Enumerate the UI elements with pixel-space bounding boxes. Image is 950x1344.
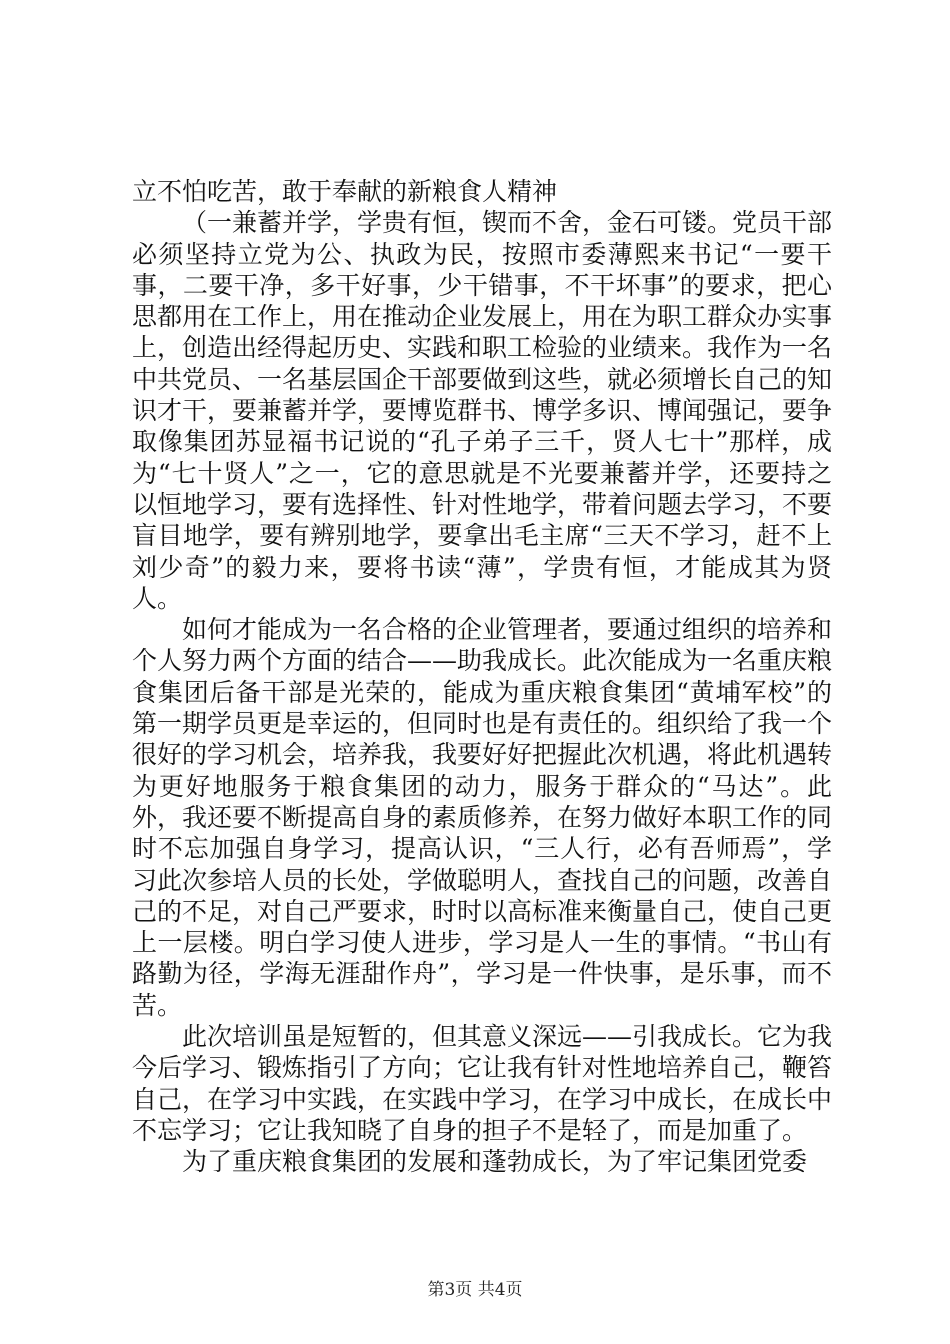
paragraph-manager: 如何才能成为一名合格的企业管理者，要通过组织的培养和个人努力两个方面的结合——助我成长。此次能成为一名重庆粮食集团后备干部是光荣的，能成为重庆粮食集团“黄埔军校”的第一期学员更是幸运的，但同时也是有责任的。组织给了我一个很好的学习机会，培养我，我要好好把握此次机遇，将此机遇转为更好地服务于粮食集团的动力，服务于群众的“马达”。此外，我还要不断提高自身的素质修养，在努力做好本职工作的同时不忘加强自身学习，提高认识，“三人行，必有吾师焉”，学习此次参培人员的长处，学做聪明人，查找自己的问题，改善自己的不足，对自己严要求，时时以高标准来衡量自己，使自己更上一层楼。明白学习使人进步，学习是人一生的事情。“书山有路勤为径，学海无涯甜作舟”，学习是一件快事，是乐事，而不苦。 [132,615,833,1020]
paragraph-study: （一兼蓄并学，学贵有恒，锲而不舍，金石可镂。党员干部必须坚持立党为公、执政为民，按照市委薄熙来书记“一要干事，二要干净，多干好事，少干错事，不干坏事”的要求，把心思都用在工作上，用在推动企业发展上，用在为职工群众办实事上，创造出经得起历史、实践和职工检验的业绩来。我作为一名中共党员、一名基层国企干部要做到这些，就必须增长自己的知识才干，要兼蓄并学，要博览群书、博学多识、博闻强记，要争取像集团苏显福书记说的“孔子弟子三千，贤人七十”那样，成为“七十贤人”之一，它的意思就是不光要兼蓄并学，还要持之以恒地学习，要有选择性、针对性地学，带着问题去学习，不要盲目地学，要有辨别地学，要拿出毛主席“三天不学习，赶不上刘少奇”的毅力来，要将书读“薄”，学贵有恒，才能成其为贤人。 [132,208,833,613]
paragraph-closing: 为了重庆粮食集团的发展和蓬勃成长，为了牢记集团党委 [182,1147,808,1177]
document-body [132,176,832,1178]
paragraph-continuation: 立不怕吃苦，敢于奉献的新粮食人精神 [132,177,558,206]
page-footer: 第3页 共4页 [427,1280,523,1300]
paragraph-training: 此次培训虽是短暂的，但其意义深远——引我成长。它为我今后学习、锻炼指引了方向；它让我有针对性地培养自己，鞭笞自己，在学习中实践，在实践中学习，在学习中成长，在成长中不忘学习；它让我知晓了自身的担子不是轻了，而是加重了。 [132,1022,833,1145]
